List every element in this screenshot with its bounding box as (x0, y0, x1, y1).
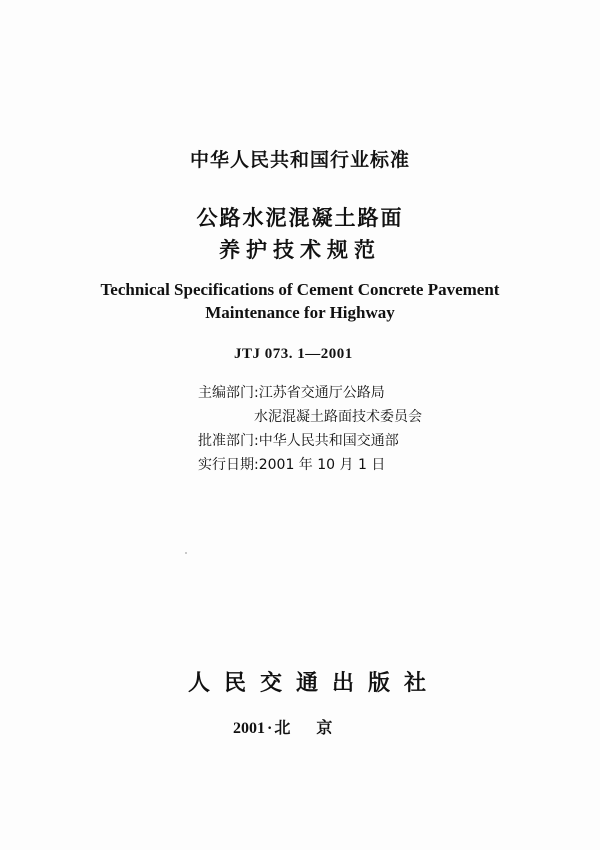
publication-year: 2001 (233, 720, 265, 737)
effective-date-value: 2001 年 10 月 1 日 (258, 457, 386, 473)
publication-separator: · (267, 720, 273, 737)
approver-label: 批准部门: (198, 433, 259, 449)
publication-city: 北京 (274, 720, 359, 737)
editor-value-2: 水泥混凝土路面技术委员会 (254, 409, 422, 425)
effective-date-label: 实行日期: (198, 457, 259, 473)
title-english-line2: Maintenance for Highway (205, 303, 395, 322)
editor-line-continued (254, 406, 422, 426)
standard-code: JTJ 073. 1—2001 (234, 346, 353, 362)
approver-line (198, 430, 399, 450)
standard-category: 中华人民共和国行业标准 (189, 149, 410, 171)
publication-year-city (233, 715, 358, 738)
editor-label: 主编部门: (198, 385, 259, 401)
editor-value-1: 江苏省交通厅公路局 (258, 385, 385, 401)
scan-speck (185, 552, 187, 554)
title-chinese-line2: 养护技术规范 (219, 238, 381, 262)
editor-line (198, 382, 385, 402)
approver-value: 中华人民共和国交通部 (258, 433, 399, 449)
effective-date-line (198, 454, 385, 474)
title-english-line1: Technical Specifications of Cement Concrete Pavement (100, 280, 500, 299)
publisher-name: 人民交通出版社 (187, 670, 440, 696)
title-chinese-line1: 公路水泥混凝土路面 (196, 206, 404, 230)
